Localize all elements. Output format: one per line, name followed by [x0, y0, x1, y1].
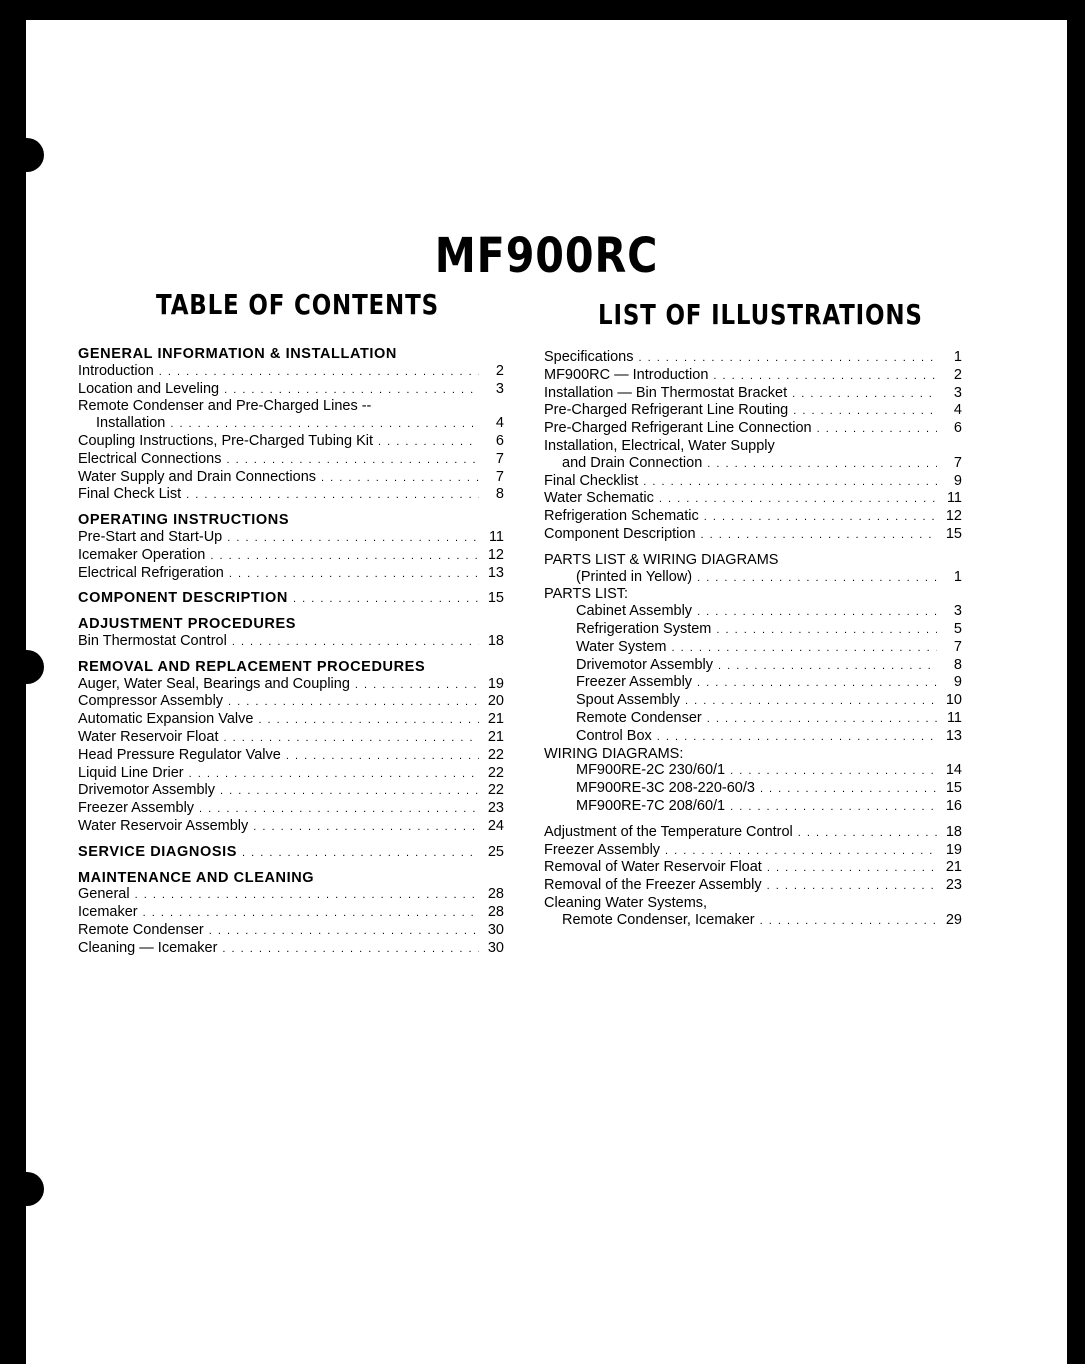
page-number: 28 — [487, 904, 504, 921]
dot-leader — [701, 527, 937, 544]
illustration-entry — [544, 569, 962, 587]
entry-title: and Drain Connection — [562, 454, 703, 471]
illustration-entry — [544, 385, 962, 403]
toc-entry — [78, 747, 504, 765]
dot-leader — [792, 386, 937, 403]
entry-title: Electrical Connections — [78, 450, 222, 467]
dot-leader — [760, 913, 937, 930]
page-number: 21 — [945, 859, 962, 876]
entry-title: Water System — [576, 638, 667, 655]
section-title: OPERATING INSTRUCTIONS — [78, 512, 290, 529]
dot-leader — [228, 694, 479, 711]
illustration-entry — [544, 367, 962, 385]
toc-entry — [78, 486, 504, 504]
entry-title: General — [78, 886, 130, 903]
entry-title: (Printed in Yellow) — [576, 568, 693, 585]
page-number: 21 — [487, 711, 504, 728]
list-of-illustrations — [544, 349, 962, 930]
entry-title: Remote Condenser — [576, 709, 702, 726]
dot-leader — [665, 843, 937, 860]
entry-title: Location and Leveling — [78, 380, 220, 397]
page-number: 13 — [945, 727, 962, 744]
dot-leader — [730, 799, 937, 816]
dot-leader — [226, 452, 479, 469]
dot-leader — [227, 530, 479, 547]
page-number: 23 — [945, 877, 962, 894]
illustration-entry — [544, 402, 962, 420]
dot-leader — [659, 491, 937, 508]
section-title — [78, 590, 504, 608]
dot-leader — [223, 730, 479, 747]
page-number: 6 — [495, 432, 504, 449]
page-number: 15 — [487, 590, 504, 607]
toc-entry — [78, 765, 504, 783]
page-number: 9 — [953, 472, 962, 489]
page-number: 7 — [953, 454, 962, 471]
dot-leader — [229, 566, 479, 583]
dot-leader — [697, 604, 937, 621]
entry-title: Drivemotor Assembly — [78, 782, 215, 799]
binder-hole — [26, 138, 44, 172]
toc-entry — [78, 693, 504, 711]
page-number: 11 — [488, 528, 504, 545]
dot-leader — [697, 675, 937, 692]
dot-leader — [253, 819, 479, 836]
wiring-entry — [544, 798, 962, 816]
page-number: 30 — [487, 939, 504, 956]
toc-entry — [78, 363, 504, 381]
entry-title: Introduction — [78, 362, 154, 379]
entry-title: Pre-Charged Refrigerant Line Routing — [544, 402, 789, 419]
entry-title: Removal of the Freezer Assembly — [544, 877, 762, 894]
page-number: 5 — [953, 620, 962, 637]
section-title — [78, 844, 504, 862]
illustration-entry: Installation, Electrical, Water Supply — [544, 437, 775, 454]
entry-title: COMPONENT DESCRIPTION — [78, 590, 288, 607]
parts-list-entry — [544, 657, 962, 675]
page-number: 29 — [945, 911, 962, 928]
dot-leader — [707, 711, 937, 728]
dot-leader — [718, 658, 937, 675]
dot-leader — [170, 416, 479, 433]
entry-title: Adjustment of the Temperature Control — [544, 823, 793, 840]
entry-title: Compressor Assembly — [78, 693, 224, 710]
toc-section — [78, 659, 504, 836]
page-number: 12 — [487, 546, 504, 563]
toc-entry — [78, 922, 504, 940]
entry-title: SERVICE DIAGNOSIS — [78, 843, 237, 860]
page-number: 15 — [945, 780, 962, 797]
parts-wiring-heading: PARTS LIST & WIRING DIAGRAMS — [544, 551, 779, 568]
binder-hole — [26, 650, 44, 684]
page-number: 2 — [495, 362, 504, 379]
toc-section — [78, 346, 504, 504]
toc-entry — [78, 904, 504, 922]
toc-entry — [78, 711, 504, 729]
entry-title: Water Supply and Drain Connections — [78, 468, 317, 485]
page-number: 24 — [487, 817, 504, 834]
dot-leader — [286, 748, 479, 765]
dot-leader — [293, 591, 479, 608]
toc-entry — [78, 940, 504, 958]
entry-title: MF900RE-2C 230/60/1 — [576, 762, 726, 779]
page-number: 18 — [487, 632, 504, 649]
page-number: 19 — [945, 841, 962, 858]
illustration-entry — [544, 473, 962, 491]
illustration-entry — [544, 490, 962, 508]
dot-leader — [685, 693, 937, 710]
entry-title: Electrical Refrigeration — [78, 564, 224, 581]
page-number: 22 — [487, 746, 504, 763]
dot-leader — [730, 763, 937, 780]
toc-entry — [78, 633, 504, 651]
page-number: 7 — [953, 638, 962, 655]
dot-leader — [210, 548, 479, 565]
parts-list-entry — [544, 728, 962, 746]
illustration-entry — [544, 455, 962, 473]
page-number: 8 — [495, 486, 504, 503]
page-number: 1 — [953, 568, 962, 585]
entry-title: Spout Assembly — [576, 692, 680, 709]
dot-leader — [186, 487, 479, 504]
wiring-entry — [544, 762, 962, 780]
toc-section — [78, 590, 504, 608]
page-number: 30 — [487, 921, 504, 938]
dot-leader — [817, 421, 937, 438]
page-number: 3 — [953, 384, 962, 401]
toc-entry — [78, 800, 504, 818]
toc-entry — [78, 451, 504, 469]
page-number: 22 — [487, 782, 504, 799]
dot-leader — [224, 382, 479, 399]
illustration-entry — [544, 526, 962, 544]
dot-leader — [638, 350, 937, 367]
dot-leader — [716, 622, 937, 639]
spacer — [544, 544, 962, 552]
toc-entry — [78, 381, 504, 399]
entry-title: Pre-Charged Refrigerant Line Connection — [544, 420, 812, 437]
dot-leader — [793, 403, 937, 420]
dot-leader — [697, 570, 937, 587]
parts-list-entry — [544, 639, 962, 657]
dot-leader — [643, 474, 937, 491]
dot-leader — [220, 783, 479, 800]
entry-title: Water Schematic — [544, 490, 654, 507]
entry-title: Installation — [96, 415, 166, 432]
illustration-entry — [544, 877, 962, 895]
toc-entry — [78, 547, 504, 565]
entry-title: Water Reservoir Float — [78, 728, 219, 745]
entry-title: Freezer Assembly — [544, 841, 661, 858]
page-number: 8 — [953, 656, 962, 673]
entry-title: Freezer Assembly — [576, 674, 693, 691]
page-number: 10 — [945, 692, 962, 709]
illustration-entry — [544, 842, 962, 860]
dot-leader — [760, 781, 937, 798]
dot-leader — [222, 941, 479, 958]
page-number: 18 — [945, 823, 962, 840]
dot-leader — [189, 766, 479, 783]
toc-entry — [78, 433, 504, 451]
dot-leader — [713, 368, 937, 385]
toc-entry — [78, 782, 504, 800]
page-number: 7 — [495, 450, 504, 467]
entry-title: Drivemotor Assembly — [576, 656, 713, 673]
page-number: 4 — [495, 415, 504, 432]
toc-entry — [78, 729, 504, 747]
entry-title: Cabinet Assembly — [576, 603, 693, 620]
page-number: 11 — [946, 490, 962, 507]
entry-title: Coupling Instructions, Pre-Charged Tubing Kit — [78, 432, 373, 449]
table-of-contents — [78, 346, 504, 958]
entry-title: Pre-Start and Start-Up — [78, 528, 223, 545]
dot-leader — [767, 860, 937, 877]
parts-list-entry — [544, 692, 962, 710]
page-number: 28 — [487, 886, 504, 903]
entry-title: MF900RC — Introduction — [544, 366, 709, 383]
entry-title: MF900RE-3C 208-220-60/3 — [576, 780, 755, 797]
entry-title: Automatic Expansion Valve — [78, 711, 254, 728]
page-number: 4 — [953, 402, 962, 419]
page-number: 7 — [495, 468, 504, 485]
section-title: MAINTENANCE AND CLEANING — [78, 869, 315, 886]
toc-entry — [78, 676, 504, 694]
entry-title: Bin Thermostat Control — [78, 632, 227, 649]
section-title: ADJUSTMENT PROCEDURES — [78, 616, 297, 633]
entry-title: MF900RE-7C 208/60/1 — [576, 797, 726, 814]
binder-hole — [26, 1172, 44, 1206]
wiring-entry — [544, 780, 962, 798]
toc-section — [78, 870, 504, 958]
dot-leader — [199, 801, 479, 818]
section-title: GENERAL INFORMATION & INSTALLATION — [78, 346, 397, 362]
entry-title: Specifications — [544, 349, 634, 365]
illustration-entry — [544, 912, 962, 930]
entry-title: Component Description — [544, 525, 696, 542]
entry-title: Cleaning — Icemaker — [78, 939, 218, 956]
illustration-entry — [544, 859, 962, 877]
page-number: 9 — [953, 674, 962, 691]
toc-entry — [78, 415, 504, 433]
document-title: MF900RC — [434, 228, 659, 284]
entry-title: Refrigeration System — [576, 620, 712, 637]
toc-entry — [78, 469, 504, 487]
page-number: 6 — [953, 420, 962, 437]
dot-leader — [707, 456, 937, 473]
dot-leader — [143, 905, 479, 922]
illustration-entry — [544, 824, 962, 842]
illustrations-heading: LIST OF ILLUSTRATIONS — [598, 298, 923, 331]
entry-title: Final Checklist — [544, 472, 639, 489]
dot-leader — [159, 364, 479, 381]
page-number: 25 — [487, 843, 504, 860]
entry-title: Water Reservoir Assembly — [78, 817, 249, 834]
entry-title: Remote Condenser — [78, 921, 204, 938]
page-number: 13 — [487, 564, 504, 581]
toc-section — [78, 512, 504, 582]
entry-title: Final Check List — [78, 486, 182, 503]
toc-entry — [78, 565, 504, 583]
section-title: REMOVAL AND REPLACEMENT PROCEDURES — [78, 658, 426, 675]
page-number: 1 — [953, 349, 962, 365]
parts-list-entry — [544, 621, 962, 639]
parts-list-entry — [544, 710, 962, 728]
page-number: 3 — [495, 380, 504, 397]
page-number: 2 — [953, 366, 962, 383]
dot-leader — [258, 712, 479, 729]
page-number: 19 — [487, 675, 504, 692]
toc-heading: TABLE OF CONTENTS — [156, 288, 439, 321]
illustration-entry — [544, 508, 962, 526]
dot-leader — [657, 729, 937, 746]
parts-list-entry — [544, 603, 962, 621]
entry-title: Auger, Water Seal, Bearings and Coupling — [78, 675, 350, 692]
entry-title: Control Box — [576, 727, 652, 744]
wiring-heading: WIRING DIAGRAMS: — [544, 745, 684, 762]
page-number: 14 — [945, 762, 962, 779]
dot-leader — [355, 677, 479, 694]
entry-title: Freezer Assembly — [78, 800, 195, 817]
page-number: 12 — [945, 508, 962, 525]
parts-list-entry — [544, 674, 962, 692]
toc-entry: Remote Condenser and Pre-Charged Lines -- — [78, 398, 372, 415]
illustration-entry: Cleaning Water Systems, — [544, 894, 708, 911]
spacer — [544, 816, 962, 824]
page-number: 20 — [487, 693, 504, 710]
entry-title: Head Pressure Regulator Valve — [78, 746, 281, 763]
dot-leader — [209, 923, 479, 940]
dot-leader — [321, 470, 479, 487]
entry-title: Refrigeration Schematic — [544, 508, 699, 525]
entry-title: Icemaker — [78, 904, 138, 921]
dot-leader — [798, 825, 937, 842]
dot-leader — [672, 640, 937, 657]
entry-title: Removal of Water Reservoir Float — [544, 859, 762, 876]
entry-title: Installation — Bin Thermostat Bracket — [544, 384, 788, 401]
toc-section — [78, 844, 504, 862]
toc-section — [78, 616, 504, 651]
page-number: 22 — [487, 764, 504, 781]
page-number: 3 — [953, 603, 962, 620]
dot-leader — [242, 845, 479, 862]
document-page — [26, 20, 1067, 1364]
dot-leader — [704, 509, 937, 526]
illustration-entry — [544, 349, 962, 367]
entry-title: Icemaker Operation — [78, 546, 206, 563]
entry-title: Liquid Line Drier — [78, 764, 184, 781]
toc-entry — [78, 886, 504, 904]
page-number: 21 — [487, 728, 504, 745]
parts-list-heading: PARTS LIST: — [544, 586, 629, 603]
dot-leader — [378, 434, 479, 451]
illustration-entry — [544, 420, 962, 438]
page-number: 15 — [945, 525, 962, 542]
dot-leader — [135, 887, 479, 904]
page-number: 11 — [946, 709, 962, 726]
dot-leader — [767, 878, 937, 895]
toc-entry — [78, 529, 504, 547]
toc-entry — [78, 818, 504, 836]
page-number: 23 — [487, 800, 504, 817]
dot-leader — [232, 634, 479, 651]
page-number: 16 — [945, 797, 962, 814]
entry-title: Remote Condenser, Icemaker — [562, 911, 755, 928]
